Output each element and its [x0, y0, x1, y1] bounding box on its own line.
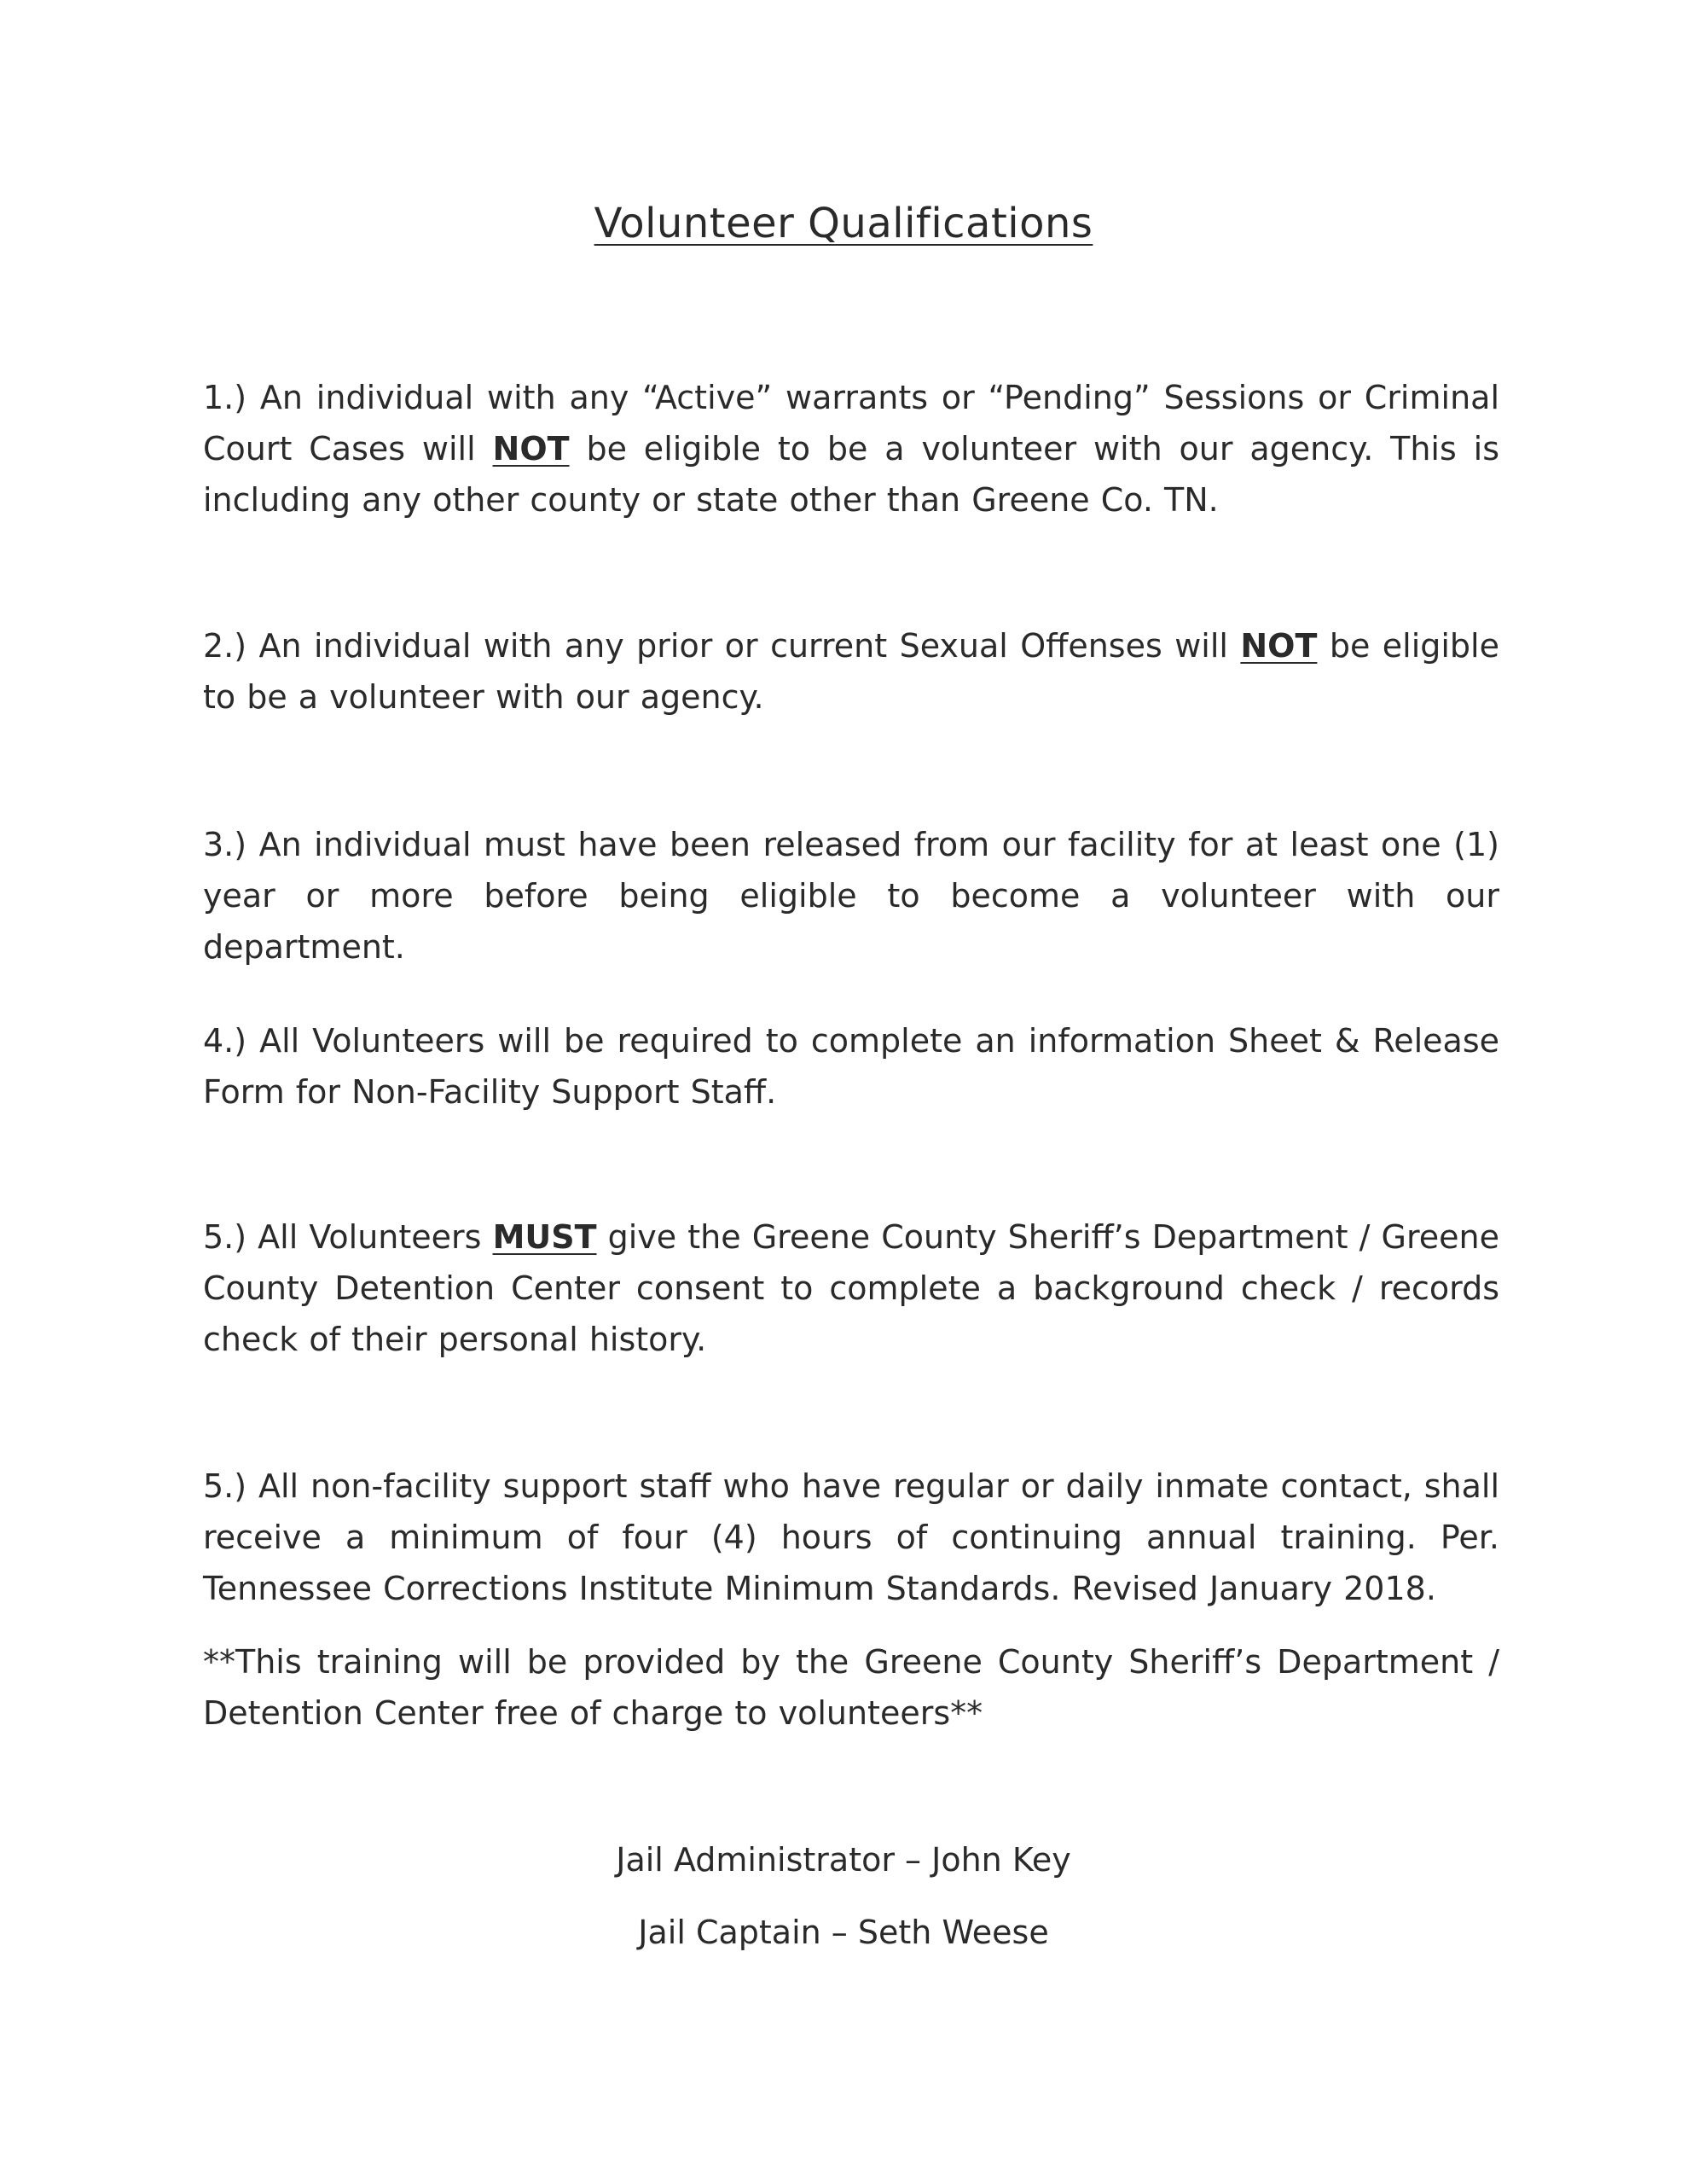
item-1-text-after: be eligible to be a volunteer with our agency. This is including any other county or state other than Greene Co. TN. — [203, 430, 1500, 519]
training-note: **This training will be provided by the Greene County Sheriff’s Department / Detention Center free of charge to volunteers** — [203, 1643, 1499, 1732]
item-2-text-after: be eligible to be a volunteer with our agency. — [203, 627, 1499, 716]
item-1-emphasis: NOT — [492, 430, 570, 468]
item-1-text-before: 1.) An individual with any “Active” warrants or “Pending” Sessions or Criminal Court Cases will — [203, 379, 1499, 468]
qualification-item-3: 3.) An individual must have been released from our facility for at least one (1) year or more before being eligible to become a volunteer with our department. — [203, 826, 1499, 966]
document-title — [0, 198, 1687, 249]
qualification-item-1 — [203, 372, 1499, 526]
item-5-text-after: give the Greene County Sheriff’s Department / Greene County Detention Center consent to complete a background check / records check of their personal history. — [203, 1218, 1499, 1358]
item-5-emphasis: MUST — [492, 1218, 597, 1256]
qualification-item-4: 4.) All Volunteers will be required to complete an information Sheet & Release Form for Non-Facility Support Staff. — [203, 1022, 1499, 1111]
qualification-item-6: 5.) All non-facility support staff who have regular or daily inmate contact, shall receive a minimum of four (4) hours of continuing annual training. Per. Tennessee Corrections Institute Minimum Standards. Revised January 2018. — [203, 1467, 1499, 1607]
qualification-item-2 — [203, 620, 1499, 723]
qualification-item-5 — [203, 1211, 1499, 1365]
document-title-text: Volunteer Qualifications — [594, 200, 1093, 247]
signature-jail-administrator: Jail Administrator – John Key — [616, 1841, 1071, 1879]
signature-jail-captain: Jail Captain – Seth Weese — [638, 1914, 1049, 1951]
item-5-text-before: 5.) All Volunteers — [203, 1218, 493, 1256]
item-2-text-before: 2.) An individual with any prior or current Sexual Offenses will — [203, 627, 1241, 665]
item-2-emphasis: NOT — [1240, 627, 1318, 665]
